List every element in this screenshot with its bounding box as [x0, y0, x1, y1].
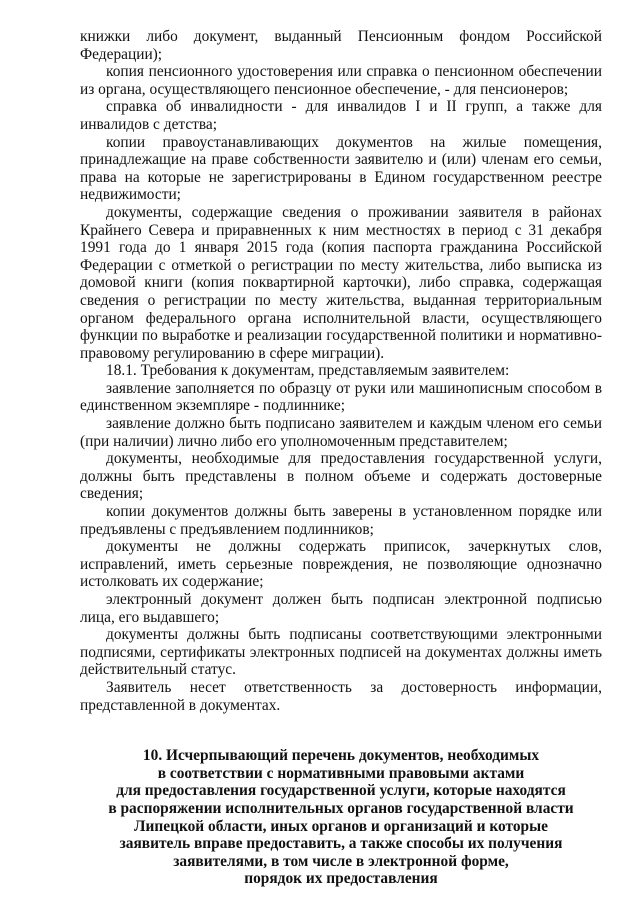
paragraph-pension-certificate: копия пенсионного удостоверения или справка о пенсионном обеспечении из органа, осуществляющего пенсионное обеспечение, - для пенсионеров; [80, 63, 602, 98]
paragraph-disability-certificate: справка об инвалидности - для инвалидов I и II групп, а также для инвалидов с детства; [80, 98, 602, 133]
heading-line: в соответствии с нормативными правовыми актами [157, 764, 525, 782]
paragraph-electronic-signature: электронный документ должен быть подписан электронной подписью лица, его выдавшего; [80, 591, 602, 626]
heading-line: в распоряжении исполнительных органов государственной власти [108, 799, 574, 817]
paragraph-application-signed: заявление должно быть подписано заявителем и каждым членом его семьи (при наличии) лично либо его уполномоченным представителем; [80, 415, 602, 450]
paragraph-certified-copies: копии документов должны быть заверены в установленном порядке или предъявлены с предъявлением подлинников; [80, 503, 602, 538]
heading-line: 10. Исчерпывающий перечень документов, необходимых [142, 747, 540, 765]
document-page [80, 28, 602, 888]
heading-line: для предоставления государственной услуги, которые находятся [116, 782, 566, 800]
heading-line: заявителями, в том числе в электронной форме, [173, 852, 509, 870]
paragraph-complete-documents: документы, необходимые для предоставления государственной услуги, должны быть представлены в полном объеме и содержать достоверные сведения; [80, 450, 602, 503]
paragraph-18-1-requirements: 18.1. Требования к документам, представляемым заявителем: [106, 362, 510, 380]
paragraph-applicant-responsibility: Заявитель несет ответственность за достоверность информации, представленной в документах. [80, 678, 602, 714]
section-10-heading [80, 747, 602, 888]
body-text [80, 28, 602, 714]
paragraph-no-corrections: документы не должны содержать приписок, зачеркнутых слов, исправлений, иметь серьезные повреждения, не позволяющие однозначно истолковать их содержание; [80, 538, 602, 591]
heading-line: заявитель вправе предоставить, а также способы их получения [119, 835, 563, 853]
paragraph-electronic-certificates: документы должны быть подписаны соответствующими электронными подписями, сертификаты электронных подписей на документах должны иметь действительный статус. [80, 626, 602, 679]
paragraph-north-residence: документы, содержащие сведения о проживании заявителя в районах Крайнего Севера и приравненных к ним местностях в период с 31 декабря 1991 года до 1 января 2015 года (копия паспорта гражданина Российской Федерации с отметкой о регистрации по месту жительства, либо выписка из домовой книги (копия поквартирной карточки), либо справка, содержащая сведения о регистрации по месту жительства, выданная территориальным органом федерального органа исполнительной власти, осуществляющего функции по выработке и реализации государственной политики и нормативно-правовому регулированию в сфере миграции). [80, 203, 602, 362]
paragraph-continuation: книжки либо документ, выданный Пенсионным фондом Российской Федерации); [80, 28, 602, 63]
paragraph-title-documents: копии правоустанавливающих документов на жилые помещения, принадлежащие на праве собственности заявителю и (или) членам его семьи, права на которые не зарегистрированы в Едином государственном реестре недвижимости; [80, 133, 602, 204]
heading-line: Липецкой области, иных органов и организаций и которые [134, 817, 548, 835]
heading-line: порядок их предоставления [244, 870, 438, 888]
paragraph-application-filled: заявление заполняется по образцу от руки или машинописным способом в единственном экземпляре - подлиннике; [80, 379, 602, 415]
